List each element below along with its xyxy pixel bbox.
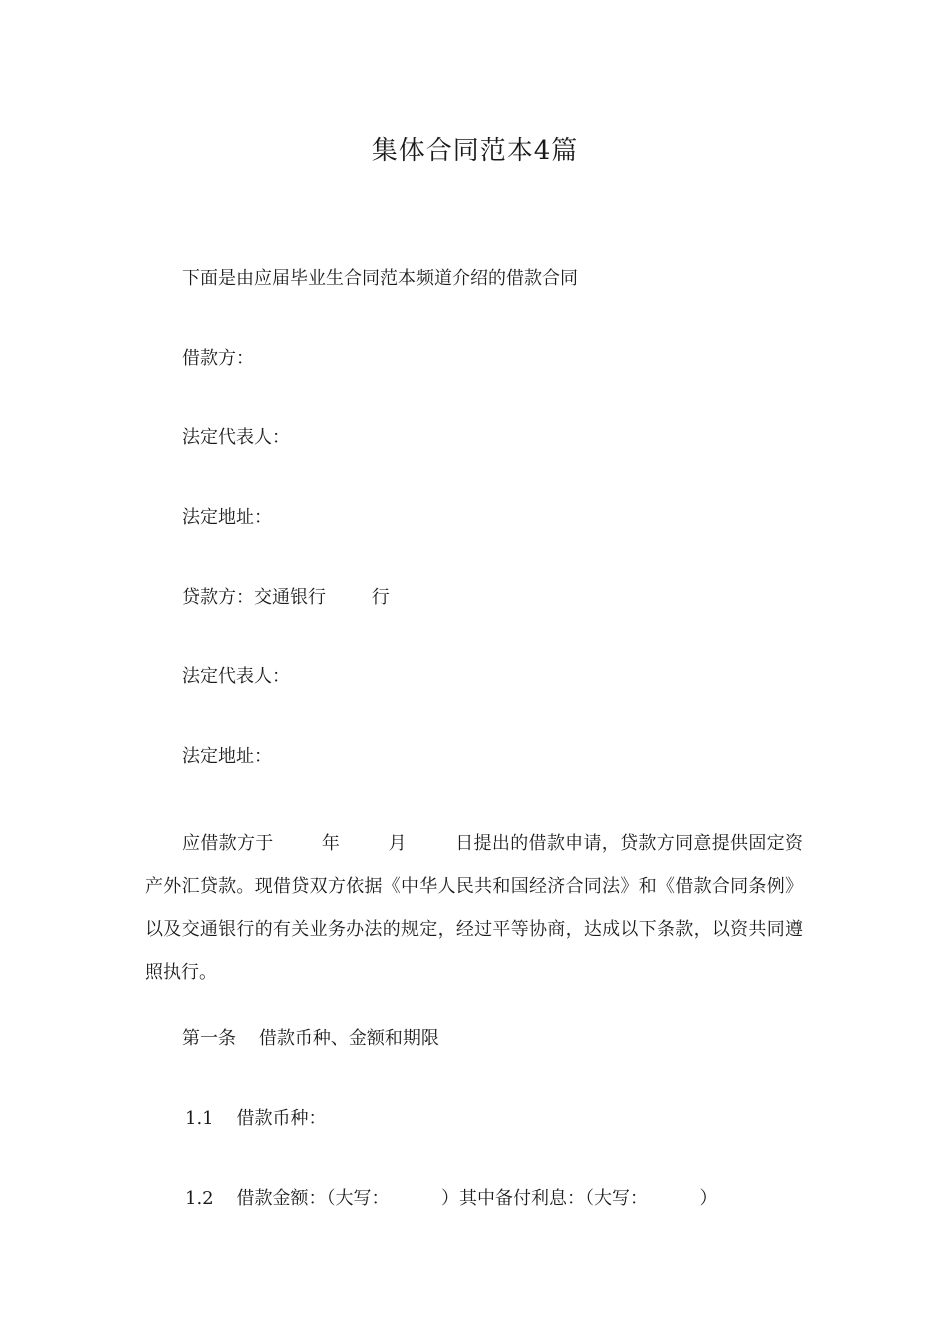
lender-line: 贷款方：交通银行 行: [182, 587, 390, 608]
intro-line: 下面是由应届毕业生合同范本频道介绍的借款合同: [182, 268, 578, 289]
body-paragraph: 应借款方于 年 月 日提出的借款申请，贷款方同意提供固定资产外汇贷款。现借贷双方依据《中华人民共和国经济合同法》和《借款合同条例》以及交通银行的有关业务办法的规定，经过平等协商，达成以下条款，以资共同遵照执行。: [145, 833, 803, 983]
borrower-address-label: 法定地址：: [182, 507, 272, 528]
clause-1-2: 1.2 借款金额：（大写： ）其中备付利息：（大写： ）: [185, 1188, 718, 1209]
borrower-label: 借款方：: [182, 348, 254, 369]
clause-1-1: 1.1 借款币种：: [185, 1108, 327, 1129]
borrower-representative-label: 法定代表人：: [182, 427, 290, 448]
document-title: 集体合同范本4篇: [371, 136, 579, 166]
lender-address-label: 法定地址：: [182, 746, 272, 767]
lender-representative-label: 法定代表人：: [182, 666, 290, 687]
article-1-heading: 第一条 借款币种、金额和期限: [182, 1028, 439, 1049]
